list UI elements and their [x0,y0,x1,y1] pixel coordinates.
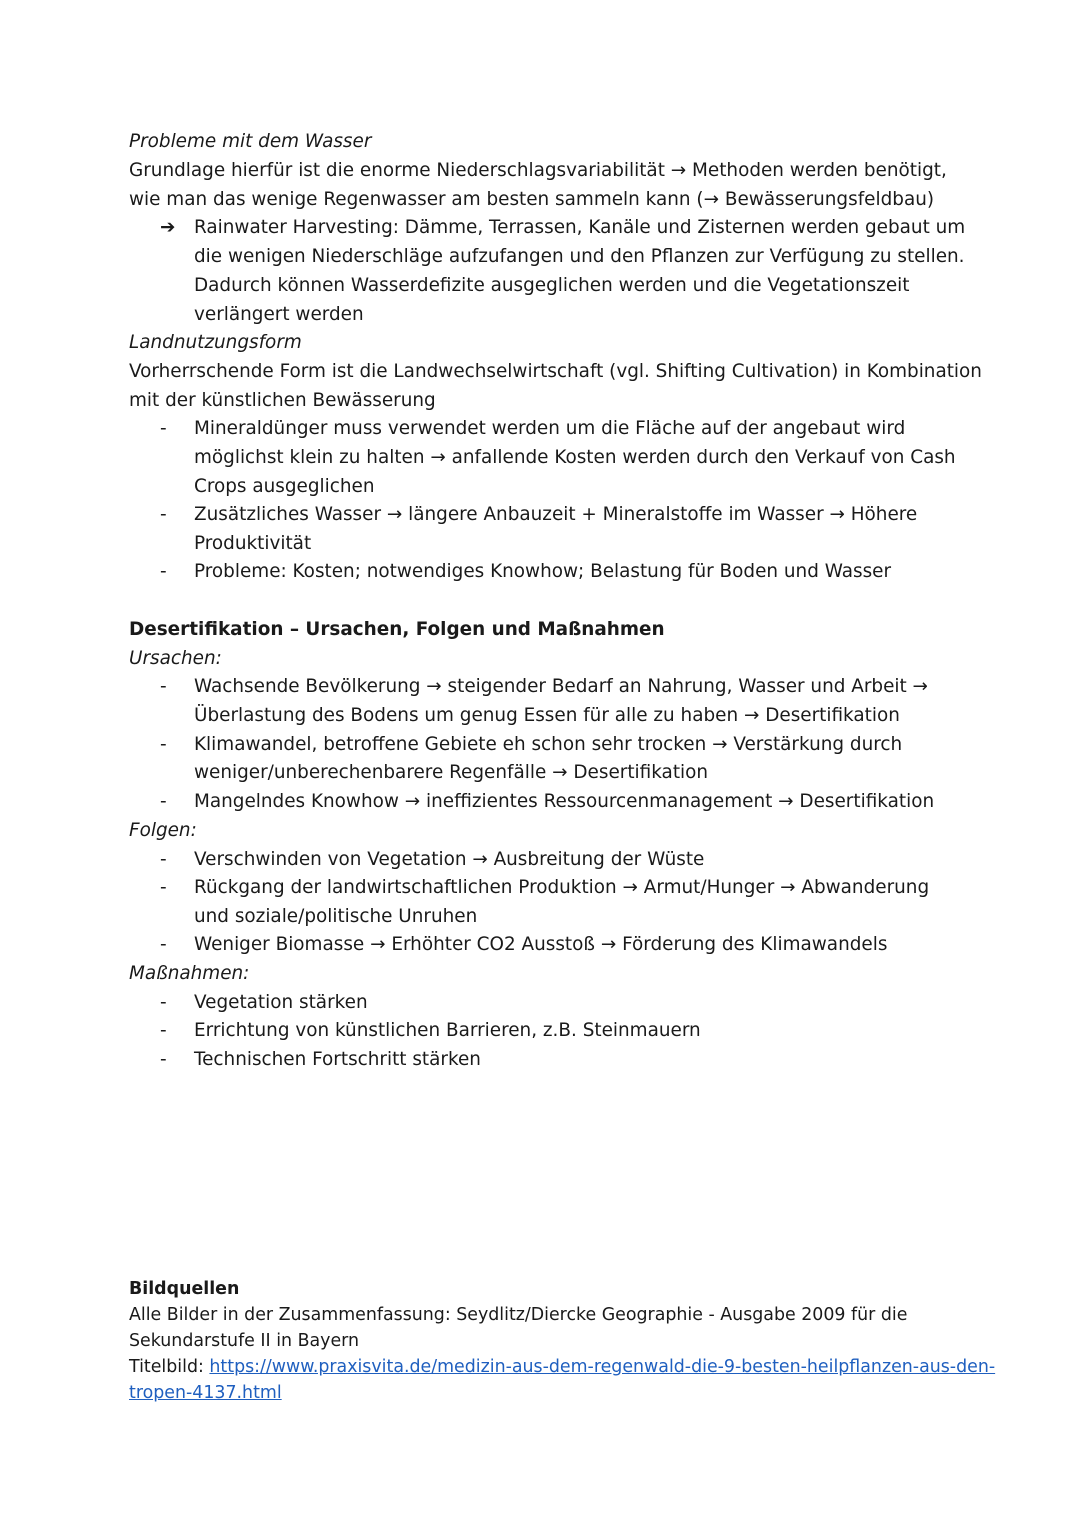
title-image-source [129,1354,995,1380]
list-item-line: Crops ausgeglichen [194,476,375,497]
sources-heading: Bildquellen [129,1279,240,1299]
subheading-consequences: Folgen: [129,820,197,841]
list-item-line: Mangelndes Knowhow → ineffizientes Ressourcenmanagement → Desertifikation [194,791,935,812]
dash-bullet: - [160,877,167,898]
list-item-line: und soziale/politische Unruhen [194,906,478,927]
list-item-line: Errichtung von künstlichen Barrieren, z.B. Steinmauern [194,1020,701,1041]
list-item-line: Verschwinden von Vegetation → Ausbreitung der Wüste [194,849,705,870]
dash-bullet: - [160,504,167,525]
list-item-line: Vegetation stärken [194,992,368,1013]
arrow-bullet-icon: ➔ [160,217,176,238]
paragraph-line: Vorherrschende Form ist die Landwechselwirtschaft (vgl. Shifting Cultivation) in Kombination [129,361,982,382]
arrow-item-line: Rainwater Harvesting: Dämme, Terrassen, Kanäle und Zisternen werden gebaut um [194,217,966,238]
dash-bullet: - [160,1020,167,1041]
arrow-item-line: Dadurch können Wasserdefizite ausgeglichen werden und die Vegetationszeit [194,275,910,296]
paragraph-line: mit der künstlichen Bewässerung [129,390,436,411]
list-item-line: Technischen Fortschritt stärken [194,1049,481,1070]
dash-bullet: - [160,791,167,812]
dash-bullet: - [160,561,167,582]
subheading-causes: Ursachen: [129,648,222,669]
list-item-line: Probleme: Kosten; notwendiges Knowhow; Belastung für Boden und Wasser [194,561,892,582]
arrow-item-line: die wenigen Niederschläge aufzufangen und den Pflanzen zur Verfügung zu stellen. [194,246,965,267]
sources-line: Alle Bilder in der Zusammenfassung: Seydlitz/Diercke Geographie - Ausgabe 2009 für die [129,1305,908,1325]
sources-line: Sekundarstufe II in Bayern [129,1331,360,1351]
list-item-line: Überlastung des Bodens um genug Essen für alle zu haben → Desertifikation [194,705,900,726]
list-item-line: weniger/unberechenbarere Regenfälle → Desertifikation [194,762,709,783]
dash-bullet: - [160,418,167,439]
list-item-line: Klimawandel, betroffene Gebiete eh schon sehr trocken → Verstärkung durch [194,734,903,755]
list-item-line: Mineraldünger muss verwendet werden um die Fläche auf der angebaut wird [194,418,906,439]
section-heading-water-problems: Probleme mit dem Wasser [129,131,372,152]
arrow-item-line: verlängert werden [194,304,364,325]
list-item-line: Wachsende Bevölkerung → steigender Bedarf an Nahrung, Wasser und Arbeit → [194,676,928,697]
list-item-line: Weniger Biomasse → Erhöhter CO2 Ausstoß → Förderung des Klimawandels [194,934,888,955]
title-image-source-cont [129,1380,282,1406]
dash-bullet: - [160,992,167,1013]
title-image-link-cont[interactable]: tropen-4137.html [129,1383,282,1403]
paragraph-line: Grundlage hierfür ist die enorme Niederschlagsvariabilität → Methoden werden benötigt, [129,160,947,181]
dash-bullet: - [160,849,167,870]
dash-bullet: - [160,676,167,697]
dash-bullet: - [160,934,167,955]
dash-bullet: - [160,1049,167,1070]
dash-bullet: - [160,734,167,755]
title-image-label: Titelbild: [129,1357,204,1377]
list-item-line: Produktivität [194,533,312,554]
section-heading-land-use: Landnutzungsform [129,332,302,353]
section-title-desertification: Desertifikation – Ursachen, Folgen und Maßnahmen [129,619,665,640]
list-item-line: möglichst klein zu halten → anfallende Kosten werden durch den Verkauf von Cash [194,447,956,468]
paragraph-line: wie man das wenige Regenwasser am besten sammeln kann (→ Bewässerungsfeldbau) [129,189,935,210]
title-image-link[interactable]: https://www.praxisvita.de/medizin-aus-dem-regenwald-die-9-besten-heilpflanzen-aus-den- [209,1357,996,1377]
list-item-line: Rückgang der landwirtschaftlichen Produktion → Armut/Hunger → Abwanderung [194,877,930,898]
subheading-measures: Maßnahmen: [129,963,250,984]
list-item-line: Zusätzliches Wasser → längere Anbauzeit + Mineralstoffe im Wasser → Höhere [194,504,918,525]
